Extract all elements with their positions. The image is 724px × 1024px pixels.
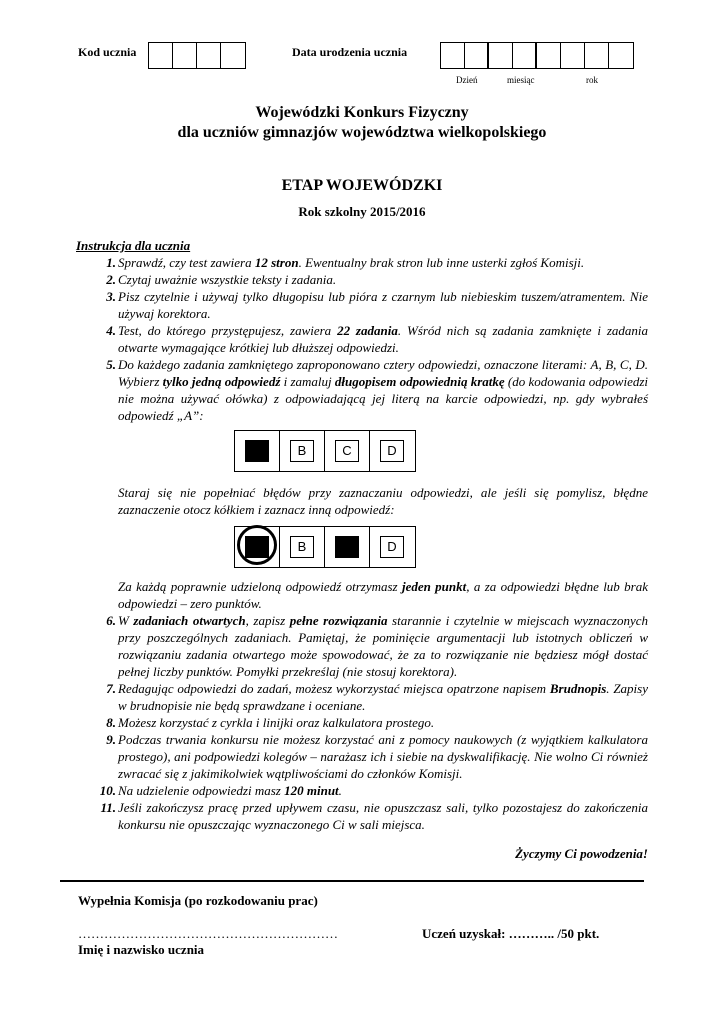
student-code-boxes[interactable] (148, 42, 246, 69)
instruction-item: 9. Podczas trwania konkursu nie możesz korzystać ani z pomocy naukowych (z wyjątkiem kalkulatora prostego), ani podpowiedzi kolegów – narażasz ich i siebie na dyskwalifikację. Nie wolno Ci również zwracać się z jakimikolwiek wątpliwościami do członków Komisji. (106, 732, 648, 781)
title-line1: Wojewódzki Konkurs Fizyczny (255, 104, 469, 121)
commission-label: Wypełnia Komisja (po rozkodowaniu prac) (78, 893, 318, 908)
instruction-item: 8. Możesz korzystać z cyrkla i linijki oraz kalkulatora prostego. (106, 715, 435, 730)
footer-rule (60, 880, 644, 882)
score-label: Uczeń uzyskał: ……….. /50 pkt. (422, 926, 600, 941)
school-year: Rok szkolny 2015/2016 (298, 204, 426, 219)
wish-text: Życzymy Ci powodzenia! (515, 846, 648, 861)
answer-box: C (335, 440, 359, 462)
name-label: Imię i nazwisko ucznia (78, 942, 205, 957)
example-correction (76, 518, 648, 578)
month-label: miesiąc (507, 75, 535, 85)
example-correct (76, 424, 648, 484)
answer-box: B (290, 536, 314, 558)
answer-box-filled (335, 536, 359, 558)
instruction-item: 6. W zadaniach otwartych, zapisz pełne rozwiązania starannie i czytelnie w miejscach wyznaczonych przy poszczególnych zadaniach. Pamiętaj, że pominięcie argumentacji lub istotnych obliczeń w rozwiązaniu zadania otwartego może spowodować, że za to rozwiązanie nie będziesz mógł dostać pełnej liczby punktów. Pomyłki przekreślaj (nie stosuj korektora). (106, 613, 649, 679)
instruction-item: 5. Do każdego zadania zamkniętego zaproponowano cztery odpowiedzi, oznaczone literami: A, B, C, D. Wybierz tylko jedną odpowiedź i zamaluj długopisem odpowiednią kratkę (do kodowania odpowiedzi nie można używać ołówka) z odpowiadającą jej literą na karcie odpowiedzi, np. gdy wybrałeś odpowiedź „A”: (106, 357, 649, 423)
answer-box: B (290, 440, 314, 462)
instructions-heading: Instrukcja dla ucznia (76, 238, 191, 253)
mistake-text: Staraj się nie popełniać błędów przy zaznaczaniu odpowiedzi, ale jeśli się pomylisz, błędne zaznaczenie otocz kółkiem i zaznacz inną odpowiedź: (118, 485, 648, 517)
instruction-item: 10. Na udzielenie odpowiedzi masz 120 minut. (99, 783, 342, 798)
instruction-item: 7. Redagując odpowiedzi do zadań, możesz wykorzystać miejsca opatrzone napisem Brudnopis. Zapisy w brudnopisie nie będą sprawdzane i oceniane. (106, 681, 649, 713)
answer-box: D (380, 536, 404, 558)
name-dots[interactable]: …………………………………………………… (78, 926, 338, 941)
title-line2: dla uczniów gimnazjów województwa wielkopolskiego (177, 124, 547, 141)
points-text: Za każdą poprawnie udzieloną odpowiedź otrzymasz jeden punkt, a za odpowiedzi błędne lub brak odpowiedzi – zero punktów. (118, 579, 648, 611)
day-label: Dzień (456, 75, 478, 85)
instruction-item: 3. Pisz czytelnie i używaj tylko długopisu lub pióra z czarnym lub niebieskim tuszem/atramentem. Nie używaj korektora. (106, 289, 648, 321)
correction-circle (237, 525, 277, 565)
birth-date-boxes[interactable] (440, 42, 634, 69)
student-code-label: Kod ucznia (78, 45, 137, 59)
answer-box: D (380, 440, 404, 462)
instruction-item: 2. Czytaj uważnie wszystkie teksty i zadania. (106, 272, 337, 287)
instruction-item: 11. Jeśli zakończysz pracę przed upływem czasu, nie opuszczasz sali, tylko pozostajesz do zakończenia konkursu nie opuszczając wyznaczonego Ci w sali miejsca. (100, 800, 648, 832)
instruction-item: 1. Sprawdź, czy test zawiera 12 stron. Ewentualny brak stron lub inne usterki zgłoś Komisji. (106, 255, 585, 270)
year-label: rok (586, 75, 598, 85)
instruction-item: 4. Test, do którego przystępujesz, zawiera 22 zadania. Wśród nich są zadania zamknięte i zadania otwarte wymagające krótkiej lub dłuższej odpowiedzi. (106, 323, 648, 355)
instructions (76, 237, 648, 862)
stage-title: ETAP WOJEWÓDZKI (281, 177, 443, 194)
answer-box-filled (245, 440, 269, 462)
birth-date-label: Data urodzenia ucznia (292, 45, 408, 59)
